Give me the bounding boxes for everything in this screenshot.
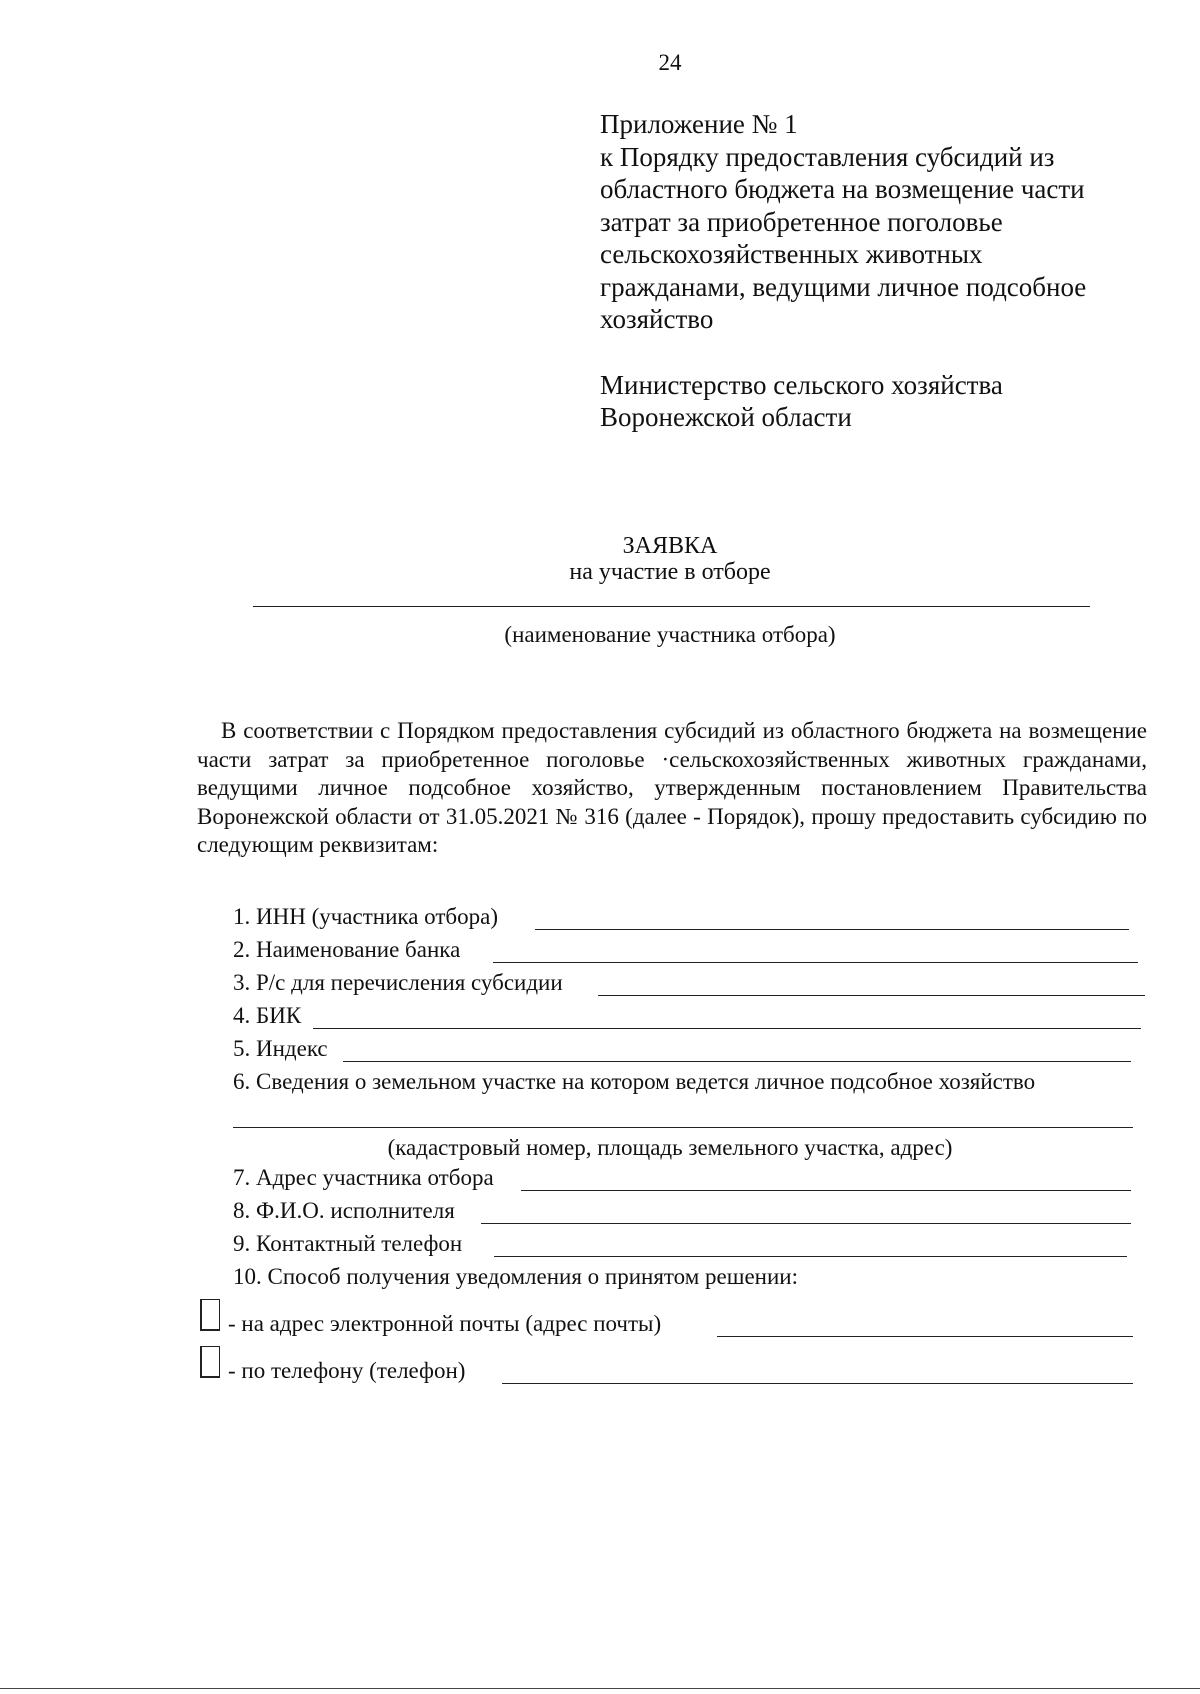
appendix-line: гражданами, ведущими личное подсобное: [600, 271, 1087, 302]
index-field: [233, 1035, 328, 1063]
address-input-line[interactable]: [521, 1190, 1131, 1191]
request-paragraph: В соответствии с Порядком предоставления субсидий из областного бюджета на возмещение части затрат за приобретенное поголовье ·сельскохозяйственных животных гражданами, ведущими личное подсобное хозяйство, утвержденным постановлением Правительства Воронежской области от 31.05.2021 № 316 (далее - Порядок), прошу предоставить субсидию по следующим реквизитам:: [197, 718, 1147, 858]
account-field: [233, 969, 563, 997]
land-info-label: 6. Сведения о земельном участке на котором ведется личное подсобное хозяйство: [233, 1069, 1036, 1094]
phone-field: [233, 1230, 462, 1258]
bank-name-label: 2. Наименование банка: [233, 937, 461, 962]
page-number: 24: [658, 50, 682, 75]
notification-method-label: 10. Способ получения уведомления о принятом решении:: [233, 1264, 798, 1289]
appendix-line: областного бюджета на возмещение части: [600, 174, 1085, 204]
document-title: ЗАЯВКА: [622, 533, 718, 559]
appendix-header: [600, 108, 1086, 336]
land-info-input-line[interactable]: [233, 1127, 1133, 1128]
participant-name-caption: (наименование участника отбора): [504, 622, 836, 647]
appendix-line: Приложение № 1: [600, 109, 798, 139]
phone-input-line[interactable]: [494, 1256, 1127, 1257]
bik-field: [233, 1002, 301, 1030]
land-info-caption: (кадастровый номер, площадь земельного участка, адрес): [387, 1135, 953, 1160]
phone-option-input-line[interactable]: [502, 1383, 1133, 1384]
appendix-line: хозяйство: [600, 304, 714, 334]
executor-field: [233, 1197, 455, 1225]
account-input-line[interactable]: [598, 995, 1145, 996]
addressee-line: Воронежской области: [600, 402, 852, 432]
bik-input-line[interactable]: [313, 1028, 1141, 1029]
page-bottom-edge: [0, 1688, 1200, 1689]
appendix-line: сельскохозяйственных животных: [600, 239, 983, 269]
executor-label: 8. Ф.И.О. исполнителя: [233, 1198, 455, 1223]
inn-input-line[interactable]: [535, 929, 1129, 930]
appendix-line: затрат за приобретенное поголовье: [600, 206, 1003, 237]
document-subtitle: на участие в отборе: [569, 559, 771, 585]
inn-field: [233, 903, 498, 931]
phone-label: 9. Контактный телефон: [233, 1231, 463, 1256]
account-label: 3. Р/с для перечисления субсидии: [233, 970, 563, 995]
bik-label: 4. БИК: [233, 1003, 302, 1028]
email-option: [228, 1310, 661, 1338]
phone-option: [228, 1357, 465, 1385]
addressee-line: Министерство сельского хозяйства: [600, 370, 1003, 400]
inn-label: 1. ИНН (участника отбора): [233, 904, 498, 929]
document-title-block: [0, 533, 1200, 585]
phone-option-checkbox[interactable]: [200, 1346, 220, 1378]
participant-name-line[interactable]: [253, 606, 1090, 607]
appendix-line: к Порядку предоставления субсидий из: [600, 141, 1055, 172]
bank-name-input-line[interactable]: [493, 962, 1138, 963]
email-option-checkbox[interactable]: [200, 1299, 220, 1331]
land-info-field: [233, 1068, 1035, 1096]
bank-name-field: [233, 936, 460, 964]
phone-option-label: - по телефону (телефон): [228, 1358, 466, 1383]
index-input-line[interactable]: [343, 1061, 1131, 1062]
email-input-line[interactable]: [717, 1336, 1133, 1337]
index-label: 5. Индекс: [233, 1036, 328, 1061]
address-label: 7. Адрес участника отбора: [233, 1165, 494, 1190]
addressee: [600, 369, 1003, 433]
email-option-label: - на адрес электронной почты (адрес почты): [228, 1311, 662, 1336]
address-field: [233, 1164, 494, 1192]
notification-method-field: [233, 1263, 798, 1291]
executor-input-line[interactable]: [481, 1223, 1131, 1224]
